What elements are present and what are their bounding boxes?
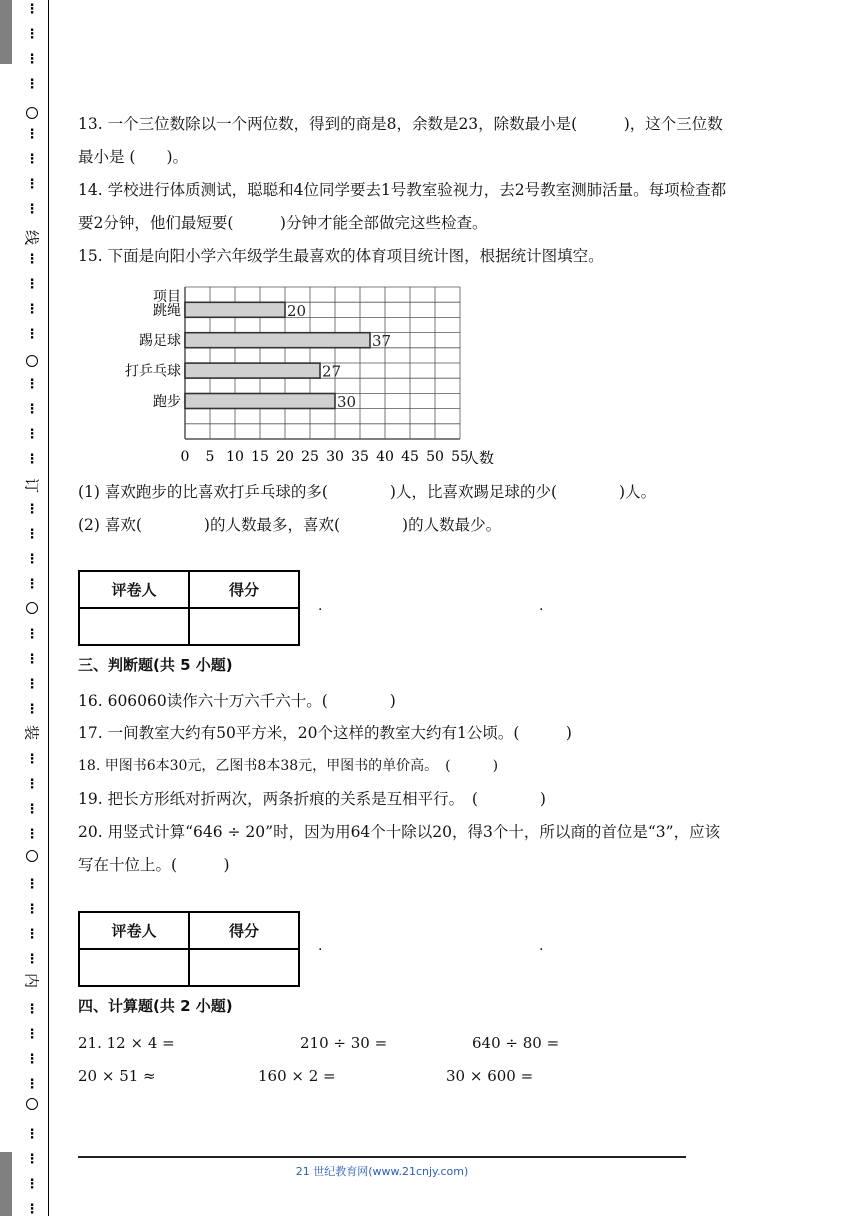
- chart-value-label: 37: [372, 332, 392, 351]
- calc-item: 30 × 600 =: [446, 1067, 534, 1085]
- margin-dot: ⋮: [25, 1077, 39, 1092]
- margin-label: 订: [22, 477, 41, 493]
- question-14-line-1: 14. 学校进行体质测试，聪聪和4位同学要去1号教室验视力，去2号教室测肺活量。每项检查都: [78, 181, 727, 199]
- margin-dot: ⋮: [25, 652, 39, 667]
- chart-x-tick-label: 25: [301, 449, 319, 464]
- score-table-1: [78, 570, 300, 646]
- chart-x-tick-label: 20: [276, 449, 294, 464]
- margin-dot: ⋮: [25, 427, 39, 442]
- chart-value-label: 27: [322, 362, 342, 381]
- chart-bar: [185, 302, 285, 317]
- dot-mark: .: [539, 938, 544, 954]
- margin-dot: ⋮: [25, 702, 39, 717]
- margin-dot: ⋮: [25, 1202, 39, 1217]
- margin-dot: ⋮: [25, 277, 39, 292]
- margin-dot: ⋮: [25, 952, 39, 967]
- margin-dot: ⋮: [25, 902, 39, 917]
- question-15-part-2: (2) 喜欢( )的人数最多，喜欢( )的人数最少。: [78, 516, 502, 534]
- question-16: 16. 606060读作六十万六千六十。( ): [78, 692, 396, 710]
- margin-dot: ⋮: [25, 552, 39, 567]
- score-cell[interactable]: [189, 949, 299, 986]
- margin-dot: ⋮: [25, 27, 39, 42]
- margin-dot: ⋮: [25, 1127, 39, 1142]
- margin-dot: ⋮: [25, 927, 39, 942]
- margin-circle: [26, 1098, 38, 1110]
- margin-dot: ⋮: [25, 377, 39, 392]
- chart-x-tick-label: 50: [426, 449, 444, 464]
- chart-x-axis-label: 人数: [464, 449, 495, 464]
- question-15: 15. 下面是向阳小学六年级学生最喜欢的体育项目统计图，根据统计图填空。: [78, 247, 604, 265]
- margin-circle: [26, 850, 38, 862]
- chart-x-tick-label: 30: [326, 449, 344, 464]
- dot-mark: .: [539, 598, 544, 614]
- margin-dot: ⋮: [25, 527, 39, 542]
- margin-dot: ⋮: [25, 1002, 39, 1017]
- chart-x-tick-label: 15: [251, 449, 269, 464]
- question-20-line-2: 写在十位上。( ): [78, 856, 230, 874]
- chart-x-tick-label: 10: [226, 449, 244, 464]
- chart-x-tick-label: 55: [451, 449, 469, 464]
- chart-bar: [185, 394, 335, 409]
- reviewer-cell[interactable]: [79, 608, 189, 645]
- margin-dot: ⋮: [25, 502, 39, 517]
- chart-x-tick-label: 35: [351, 449, 369, 464]
- question-18: 18. 甲图书6本30元，乙图书8本38元，甲图书的单价高。 ( ): [78, 758, 499, 774]
- margin-dot: ⋮: [25, 1152, 39, 1167]
- footer-divider: [78, 1156, 686, 1158]
- reviewer-cell[interactable]: [79, 949, 189, 986]
- margin-dot: ⋮: [25, 202, 39, 217]
- score-cell[interactable]: [189, 608, 299, 645]
- margin-dot: ⋮: [25, 52, 39, 67]
- calc-item: 20 × 51 ≈: [78, 1067, 156, 1085]
- margin-dot: ⋮: [25, 777, 39, 792]
- margin-dot: ⋮: [25, 1052, 39, 1067]
- margin-label: 装: [22, 724, 41, 740]
- question-13-line-1: 13. 一个三位数除以一个两位数，得到的商是8，余数是23，除数最小是( )，这个三位数: [78, 115, 723, 133]
- margin-dot: ⋮: [25, 627, 39, 642]
- sports-bar-chart: [98, 282, 518, 464]
- score-header: 得分: [189, 571, 299, 608]
- section-4-title: 四、计算题(共 2 小题): [78, 997, 233, 1015]
- margin-dot: ⋮: [25, 452, 39, 467]
- margin-label: 线: [22, 229, 41, 245]
- chart-x-tick-label: 45: [401, 449, 419, 464]
- dot-mark: .: [318, 938, 323, 954]
- margin-circle: [26, 107, 38, 119]
- chart-category-label: 跳绳: [153, 302, 181, 319]
- reviewer-header: 评卷人: [79, 912, 189, 949]
- chart-bar: [185, 363, 320, 378]
- chart-value-label: 30: [337, 393, 357, 411]
- question-17: 17. 一间教室大约有50平方米，20个这样的教室大约有1公顷。( ): [78, 724, 572, 742]
- margin-circle: [26, 355, 38, 367]
- margin-dot: ⋮: [25, 302, 39, 317]
- margin-dot: ⋮: [25, 152, 39, 167]
- calc-item: 160 × 2 =: [258, 1067, 336, 1085]
- chart-x-tick-label: 40: [376, 449, 394, 464]
- score-table-2: [78, 911, 300, 987]
- margin-dot: ⋮: [25, 577, 39, 592]
- reviewer-header: 评卷人: [79, 571, 189, 608]
- chart-category-label: 打乒乓球: [125, 363, 181, 380]
- chart-x-tick-label: 0: [180, 449, 190, 464]
- margin-dot: ⋮: [25, 752, 39, 767]
- binding-margin-dots: [22, 0, 42, 1216]
- question-19: 19. 把长方形纸对折两次，两条折痕的关系是互相平行。 ( ): [78, 790, 546, 808]
- margin-dot: ⋮: [25, 127, 39, 142]
- margin-dot: ⋮: [25, 802, 39, 817]
- dot-mark: .: [318, 598, 323, 614]
- chart-category-label: 踢足球: [139, 333, 181, 350]
- calc-item: 210 ÷ 30 =: [300, 1034, 388, 1052]
- margin-dot: ⋮: [25, 327, 39, 342]
- margin-dot: ⋮: [25, 402, 39, 417]
- binding-margin-strip: [0, 0, 12, 1216]
- score-header: 得分: [189, 912, 299, 949]
- question-15-part-1: (1) 喜欢跑步的比喜欢打乒乓球的多( )人，比喜欢踢足球的少( )人。: [78, 483, 657, 501]
- footer-text: 21 世纪教育网(www.21cnjy.com): [295, 1165, 469, 1178]
- margin-dot: ⋮: [25, 77, 39, 92]
- calc-item: 21. 12 × 4 =: [78, 1034, 175, 1052]
- margin-dot: ⋮: [25, 177, 39, 192]
- margin-dot: ⋮: [25, 827, 39, 842]
- margin-dot: ⋮: [25, 2, 39, 17]
- question-13-line-2: 最小是 ( )。: [78, 148, 189, 166]
- chart-bar: [185, 333, 370, 348]
- chart-y-header: 项目: [153, 289, 181, 305]
- question-20-line-1: 20. 用竖式计算“646 ÷ 20”时，因为用64个十除以20，得3个十，所以商的首位是“3”，应该: [78, 823, 721, 841]
- chart-x-tick-label: 5: [205, 449, 215, 464]
- margin-dot: ⋮: [25, 677, 39, 692]
- section-3-title: 三、判断题(共 5 小题): [78, 656, 233, 674]
- calc-item: 640 ÷ 80 =: [472, 1034, 560, 1052]
- margin-circle: [26, 602, 38, 614]
- margin-dot: ⋮: [25, 252, 39, 267]
- margin-dot: ⋮: [25, 1027, 39, 1042]
- chart-value-label: 20: [287, 301, 307, 320]
- margin-dot: ⋮: [25, 877, 39, 892]
- question-14-line-2: 要2分钟，他们最短要( )分钟才能全部做完这些检查。: [78, 214, 488, 232]
- margin-dot: ⋮: [25, 1177, 39, 1192]
- margin-label: 内: [22, 972, 41, 988]
- chart-category-label: 跑步: [153, 394, 181, 410]
- binding-margin-line: [48, 0, 49, 1216]
